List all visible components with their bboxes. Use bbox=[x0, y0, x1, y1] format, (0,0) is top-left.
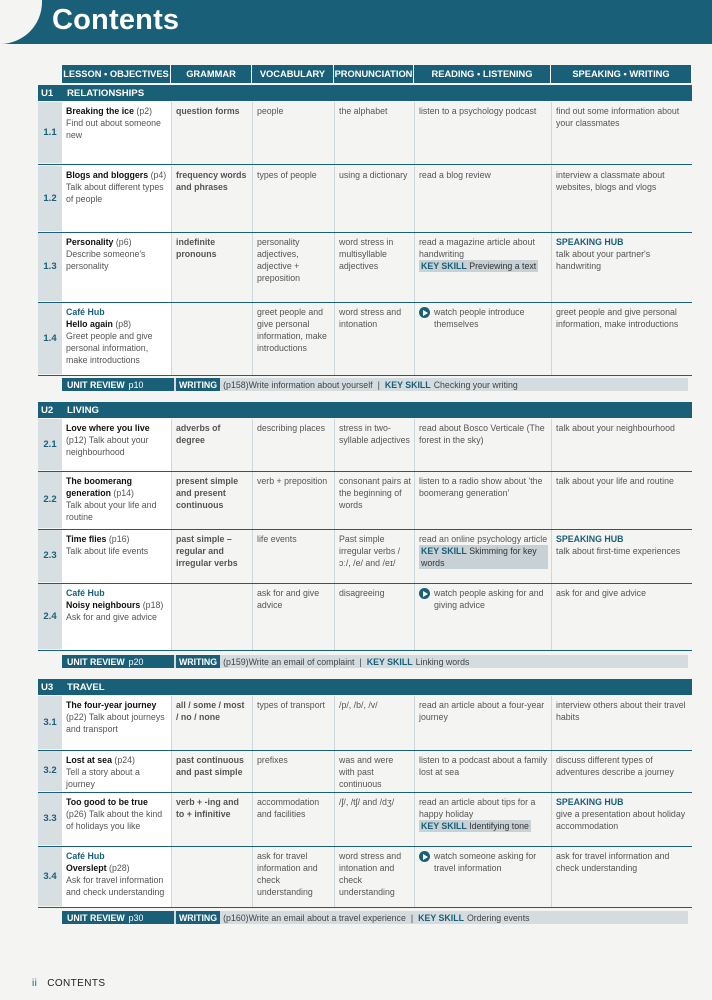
col-header-reading: READING • LISTENING bbox=[414, 65, 551, 83]
lesson-title: Too good to be true bbox=[66, 797, 148, 807]
speaking-hub-label: SPEAKING HUB bbox=[556, 534, 624, 544]
writing-cell bbox=[174, 911, 688, 924]
key-skill-label: KEY SKILL bbox=[384, 379, 431, 390]
unit-review-label-cell bbox=[62, 911, 174, 924]
key-skill-badge bbox=[419, 545, 548, 569]
speaking-hub-label: SPEAKING HUB bbox=[556, 797, 624, 807]
pronunciation-cell: /p/, /b/, /v/ bbox=[334, 696, 414, 750]
key-skill-text: Linking words bbox=[415, 656, 470, 667]
key-skill-text: Previewing a text bbox=[469, 261, 537, 271]
header-spacer bbox=[38, 65, 62, 83]
lesson-title: Overslept bbox=[66, 863, 107, 873]
lesson-objective: Talk about different types of people bbox=[66, 182, 164, 204]
writing-text: Write information about yourself bbox=[248, 379, 373, 390]
lesson-title-line bbox=[66, 475, 168, 499]
video-activity bbox=[419, 306, 548, 330]
unit-review-bar bbox=[62, 378, 688, 391]
lesson-cell bbox=[62, 847, 171, 907]
speaking-cell bbox=[551, 793, 692, 846]
grammar-cell: indefinite pronouns bbox=[171, 233, 252, 302]
lesson-row bbox=[38, 303, 692, 376]
reading-text: listen to a psychology podcast bbox=[419, 106, 537, 116]
grammar-cell: adverbs of degree bbox=[171, 419, 252, 471]
lesson-row bbox=[38, 233, 692, 303]
reading-cell bbox=[414, 584, 551, 650]
lesson-cell bbox=[62, 419, 171, 471]
unit-code: U2 bbox=[41, 404, 54, 416]
lesson-number: 3.3 bbox=[38, 793, 62, 846]
unit-bar bbox=[38, 85, 692, 101]
lesson-objective: (p26) Talk about the kind of holidays you like bbox=[66, 809, 163, 831]
grammar-cell bbox=[171, 847, 252, 907]
reading-cell bbox=[414, 233, 551, 302]
speaking-cell bbox=[551, 303, 692, 375]
grammar-cell bbox=[171, 584, 252, 650]
lesson-number: 1.4 bbox=[38, 303, 62, 375]
key-skill-text: Checking your writing bbox=[433, 379, 518, 390]
lesson-page: (p16) bbox=[106, 534, 130, 544]
reading-cell bbox=[414, 472, 551, 529]
page-title: Contents bbox=[52, 4, 180, 36]
lesson-number: 3.1 bbox=[38, 696, 62, 750]
speaking-cell bbox=[551, 233, 692, 302]
column-headers bbox=[38, 65, 692, 83]
pronunciation-cell: consonant pairs at the beginning of words bbox=[334, 472, 414, 529]
pronunciation-cell: word stress in multisyllable adjectives bbox=[334, 233, 414, 302]
unit-bar bbox=[38, 402, 692, 418]
writing-label: WRITING bbox=[176, 655, 220, 668]
speaking-text: find out some information about your classmates bbox=[556, 106, 680, 128]
key-skill-label: KEY SKILL bbox=[421, 546, 467, 556]
lesson-title: The four-year journey bbox=[66, 700, 157, 710]
speaking-text: give a presentation about holiday accommodation bbox=[556, 809, 686, 831]
lesson-title-line bbox=[66, 318, 168, 330]
lesson-page: (p4) bbox=[148, 170, 167, 180]
lesson-objective: (p22) Talk about journeys and transport bbox=[66, 712, 165, 734]
reading-cell bbox=[414, 102, 551, 164]
speaking-cell bbox=[551, 472, 692, 529]
speaking-text: discuss different types of adventures describe a journey bbox=[556, 755, 674, 777]
lesson-number: 3.4 bbox=[38, 847, 62, 907]
footer-label: CONTENTS bbox=[47, 978, 106, 989]
lesson-title-line bbox=[66, 533, 168, 545]
lesson-title-line bbox=[66, 796, 168, 808]
speaking-text: talk about your neighbourhood bbox=[556, 423, 675, 433]
lesson-number: 2.4 bbox=[38, 584, 62, 650]
speaking-text: ask for travel information and check understanding bbox=[556, 851, 670, 873]
lesson-title: Love where you live bbox=[66, 423, 150, 433]
speaking-cell bbox=[551, 584, 692, 650]
lesson-objective: Describe someone's personality bbox=[66, 249, 146, 271]
col-header-vocabulary: VOCABULARY bbox=[252, 65, 334, 83]
lesson-page: (p2) bbox=[133, 106, 153, 116]
writing-page: (p158) bbox=[223, 379, 249, 390]
vocabulary-cell: prefixes bbox=[252, 751, 334, 792]
cafe-hub-label: Café Hub bbox=[66, 588, 105, 598]
speaking-text: talk about your partner's handwriting bbox=[556, 249, 651, 271]
col-header-pronunciation: PRONUNCIATION bbox=[334, 65, 414, 83]
reading-text: watch people asking for and giving advice bbox=[434, 588, 544, 610]
lesson-row bbox=[38, 751, 692, 793]
lesson-row bbox=[38, 793, 692, 847]
lesson-objective: Greet people and give personal information, make introductions bbox=[66, 331, 153, 365]
unit-review-label: UNIT REVIEW bbox=[67, 912, 125, 923]
pronunciation-cell: word stress and intonation bbox=[334, 303, 414, 375]
lesson-cell bbox=[62, 696, 171, 750]
video-activity bbox=[419, 850, 548, 874]
vocabulary-cell: greet people and give personal information, make introductions bbox=[252, 303, 334, 375]
header-bar bbox=[0, 0, 712, 44]
play-icon[interactable] bbox=[419, 851, 430, 862]
speaking-cell bbox=[551, 102, 692, 164]
key-skill-label: KEY SKILL bbox=[366, 656, 413, 667]
pronunciation-cell: the alphabet bbox=[334, 102, 414, 164]
lesson-row bbox=[38, 419, 692, 472]
speaking-cell bbox=[551, 696, 692, 750]
key-skill-text: Skimming for key words bbox=[421, 546, 537, 568]
unit-review-label-cell bbox=[62, 655, 174, 668]
vocabulary-cell: people bbox=[252, 102, 334, 164]
grammar-cell: frequency words and phrases bbox=[171, 166, 252, 232]
lesson-title: Breaking the ice bbox=[66, 106, 134, 116]
lesson-number: 2.2 bbox=[38, 472, 62, 529]
speaking-text: interview others about their travel habits bbox=[556, 700, 686, 722]
grammar-cell: all / some / most / no / none bbox=[171, 696, 252, 750]
key-skill-text: Identifying tone bbox=[469, 821, 529, 831]
unit-code: U1 bbox=[41, 87, 54, 99]
unit-review-bar bbox=[62, 911, 688, 924]
vocabulary-cell: ask for and give advice bbox=[252, 584, 334, 650]
lesson-title: The boomerang generation bbox=[66, 476, 132, 498]
lesson-cell bbox=[62, 102, 171, 164]
footer-page-number: ii bbox=[32, 978, 38, 989]
header-notch bbox=[0, 0, 42, 44]
separator: | bbox=[359, 656, 362, 667]
unit-review-bar bbox=[62, 655, 688, 668]
unit-bar bbox=[38, 679, 692, 695]
lesson-row bbox=[38, 166, 692, 233]
unit-review-page: p10 bbox=[128, 379, 144, 390]
lesson-number: 1.1 bbox=[38, 102, 62, 164]
lesson-page: (p8) bbox=[112, 319, 132, 329]
speaking-cell bbox=[551, 751, 692, 792]
lesson-row bbox=[38, 584, 692, 651]
key-skill-badge bbox=[419, 820, 531, 832]
vocabulary-cell: types of transport bbox=[252, 696, 334, 750]
key-skill-label: KEY SKILL bbox=[421, 821, 467, 831]
lesson-objective: Talk about your life and routine bbox=[66, 500, 157, 522]
speaking-hub-label: SPEAKING HUB bbox=[556, 237, 624, 247]
speaking-cell bbox=[551, 530, 692, 583]
vocabulary-cell: life events bbox=[252, 530, 334, 583]
speaking-cell bbox=[551, 847, 692, 907]
reading-text: read about Bosco Verticale (The forest in the sky) bbox=[419, 423, 545, 445]
reading-text: read a magazine article about handwriting bbox=[419, 237, 535, 259]
grammar-cell: present simple and present continuous bbox=[171, 472, 252, 529]
reading-cell bbox=[414, 793, 551, 846]
reading-cell bbox=[414, 303, 551, 375]
unit-title: LIVING bbox=[67, 404, 99, 416]
lesson-row bbox=[38, 847, 692, 908]
reading-text: watch someone asking for travel information bbox=[434, 851, 537, 873]
vocabulary-cell: personality adjectives, adjective + preposition bbox=[252, 233, 334, 302]
lesson-number: 1.3 bbox=[38, 233, 62, 302]
lesson-cell bbox=[62, 303, 171, 375]
lesson-number: 1.2 bbox=[38, 166, 62, 232]
speaking-cell bbox=[551, 166, 692, 232]
unit-review-page: p20 bbox=[128, 656, 144, 667]
pronunciation-cell: disagreeing bbox=[334, 584, 414, 650]
unit-title: TRAVEL bbox=[67, 681, 105, 693]
lesson-title: Time flies bbox=[66, 534, 107, 544]
lesson-title: Lost at sea bbox=[66, 755, 112, 765]
writing-label: WRITING bbox=[176, 378, 220, 391]
speaking-text: interview a classmate about websites, blogs and vlogs bbox=[556, 170, 665, 192]
lesson-objective: Find out about someone new bbox=[66, 118, 161, 140]
reading-text: listen to a radio show about 'the boomerang generation' bbox=[419, 476, 543, 498]
reading-cell bbox=[414, 530, 551, 583]
lesson-cell bbox=[62, 530, 171, 583]
grammar-cell: question forms bbox=[171, 102, 252, 164]
vocabulary-cell: ask for travel information and check understanding bbox=[252, 847, 334, 907]
reading-text: read an online psychology article bbox=[419, 534, 548, 544]
unit-title: RELATIONSHIPS bbox=[67, 87, 145, 99]
lesson-objective: Ask for and give advice bbox=[66, 612, 157, 622]
lesson-title-line bbox=[66, 422, 168, 434]
lesson-cell bbox=[62, 584, 171, 650]
lesson-title-line bbox=[66, 754, 168, 766]
speaking-text: talk about first-time experiences bbox=[556, 546, 681, 556]
vocabulary-cell: describing places bbox=[252, 419, 334, 471]
writing-label: WRITING bbox=[176, 911, 220, 924]
speaking-text: greet people and give personal information, make introductions bbox=[556, 307, 679, 329]
lesson-row bbox=[38, 472, 692, 530]
lesson-number: 2.3 bbox=[38, 530, 62, 583]
writing-text: Write an email about a travel experience bbox=[248, 912, 406, 923]
lesson-title-line bbox=[66, 599, 168, 611]
lesson-cell bbox=[62, 751, 171, 792]
play-icon[interactable] bbox=[419, 307, 430, 318]
grammar-cell bbox=[171, 303, 252, 375]
key-skill-label: KEY SKILL bbox=[421, 261, 467, 271]
vocabulary-cell: accommodation and facilities bbox=[252, 793, 334, 846]
lesson-row bbox=[38, 530, 692, 584]
play-icon[interactable] bbox=[419, 588, 430, 599]
separator: | bbox=[410, 912, 414, 923]
pronunciation-cell: Past simple irregular verbs /ɔː/, /e/ and /eɪ/ bbox=[334, 530, 414, 583]
lesson-row bbox=[38, 696, 692, 751]
lesson-objective: Tell a story about a journey bbox=[66, 767, 140, 789]
reading-cell bbox=[414, 696, 551, 750]
lesson-title-line bbox=[66, 862, 168, 874]
col-header-lesson: LESSON • OBJECTIVES bbox=[62, 65, 171, 83]
lesson-title-line bbox=[66, 699, 168, 711]
key-skill-label: KEY SKILL bbox=[418, 912, 464, 923]
reading-text: read a blog review bbox=[419, 170, 491, 180]
reading-cell bbox=[414, 847, 551, 907]
video-activity bbox=[419, 587, 548, 611]
unit-code: U3 bbox=[41, 681, 54, 693]
speaking-text: talk about your life and routine bbox=[556, 476, 674, 486]
pronunciation-cell: /ʃ/, /tʃ/ and /dʒ/ bbox=[334, 793, 414, 846]
unit-review-label: UNIT REVIEW bbox=[67, 379, 125, 390]
lesson-objective: Talk about life events bbox=[66, 546, 149, 556]
cafe-hub-label: Café Hub bbox=[66, 307, 105, 317]
lesson-row bbox=[38, 102, 692, 165]
lesson-cell bbox=[62, 233, 171, 302]
footer bbox=[32, 978, 105, 989]
grammar-cell: verb + -ing and to + infinitive bbox=[171, 793, 252, 846]
col-header-grammar: GRAMMAR bbox=[171, 65, 252, 83]
lesson-page: (p14) bbox=[110, 488, 134, 498]
unit-review-label-cell bbox=[62, 378, 174, 391]
writing-page: (p160) bbox=[223, 912, 249, 923]
reading-text: listen to a podcast about a family lost at sea bbox=[419, 755, 548, 777]
lesson-objective: Ask for travel information and check understanding bbox=[66, 875, 165, 897]
writing-page: (p159) bbox=[223, 656, 249, 667]
speaking-cell bbox=[551, 419, 692, 471]
speaking-text: ask for and give advice bbox=[556, 588, 646, 598]
lesson-page: (p24) bbox=[111, 755, 135, 765]
lesson-number: 2.1 bbox=[38, 419, 62, 471]
lesson-page: (p18) bbox=[140, 600, 164, 610]
pronunciation-cell: word stress and intonation and check understanding bbox=[334, 847, 414, 907]
vocabulary-cell: verb + preposition bbox=[252, 472, 334, 529]
lesson-title-line bbox=[66, 236, 168, 248]
pronunciation-cell: using a dictionary bbox=[334, 166, 414, 232]
lesson-cell bbox=[62, 472, 171, 529]
reading-text: read an article about a four-year journey bbox=[419, 700, 545, 722]
cafe-hub-label: Café Hub bbox=[66, 851, 105, 861]
reading-cell bbox=[414, 166, 551, 232]
reading-text: read an article about tips for a happy holiday bbox=[419, 797, 536, 819]
lesson-title: Personality bbox=[66, 237, 114, 247]
grammar-cell: past continuous and past simple bbox=[171, 751, 252, 792]
unit-review-label: UNIT REVIEW bbox=[67, 656, 125, 667]
lesson-page: (p6) bbox=[113, 237, 132, 247]
lesson-cell bbox=[62, 793, 171, 846]
lesson-objective: (p12) Talk about your neighbourhood bbox=[66, 435, 149, 457]
grammar-cell: past simple – regular and irregular verbs bbox=[171, 530, 252, 583]
lesson-title: Noisy neighbours bbox=[66, 600, 141, 610]
lesson-title: Hello again bbox=[66, 319, 113, 329]
key-skill-text: Ordering events bbox=[466, 912, 530, 923]
lesson-cell bbox=[62, 166, 171, 232]
writing-cell bbox=[174, 655, 688, 668]
vocabulary-cell: types of people bbox=[252, 166, 334, 232]
lesson-number: 3.2 bbox=[38, 751, 62, 792]
col-header-speaking: SPEAKING • WRITING bbox=[551, 65, 692, 83]
lesson-title-line bbox=[66, 105, 168, 117]
reading-cell bbox=[414, 419, 551, 471]
lesson-page: (p28) bbox=[106, 863, 130, 873]
lesson-title-line bbox=[66, 169, 168, 181]
writing-text: Write an email of complaint bbox=[248, 656, 355, 667]
reading-cell bbox=[414, 751, 551, 792]
writing-cell bbox=[174, 378, 688, 391]
separator: | bbox=[377, 379, 380, 390]
unit-review-page: p30 bbox=[128, 912, 144, 923]
pronunciation-cell: stress in two-syllable adjectives bbox=[334, 419, 414, 471]
key-skill-badge bbox=[419, 260, 538, 272]
lesson-title: Blogs and bloggers bbox=[66, 170, 149, 180]
pronunciation-cell: was and were with past continuous bbox=[334, 751, 414, 792]
reading-text: watch people introduce themselves bbox=[434, 307, 525, 329]
